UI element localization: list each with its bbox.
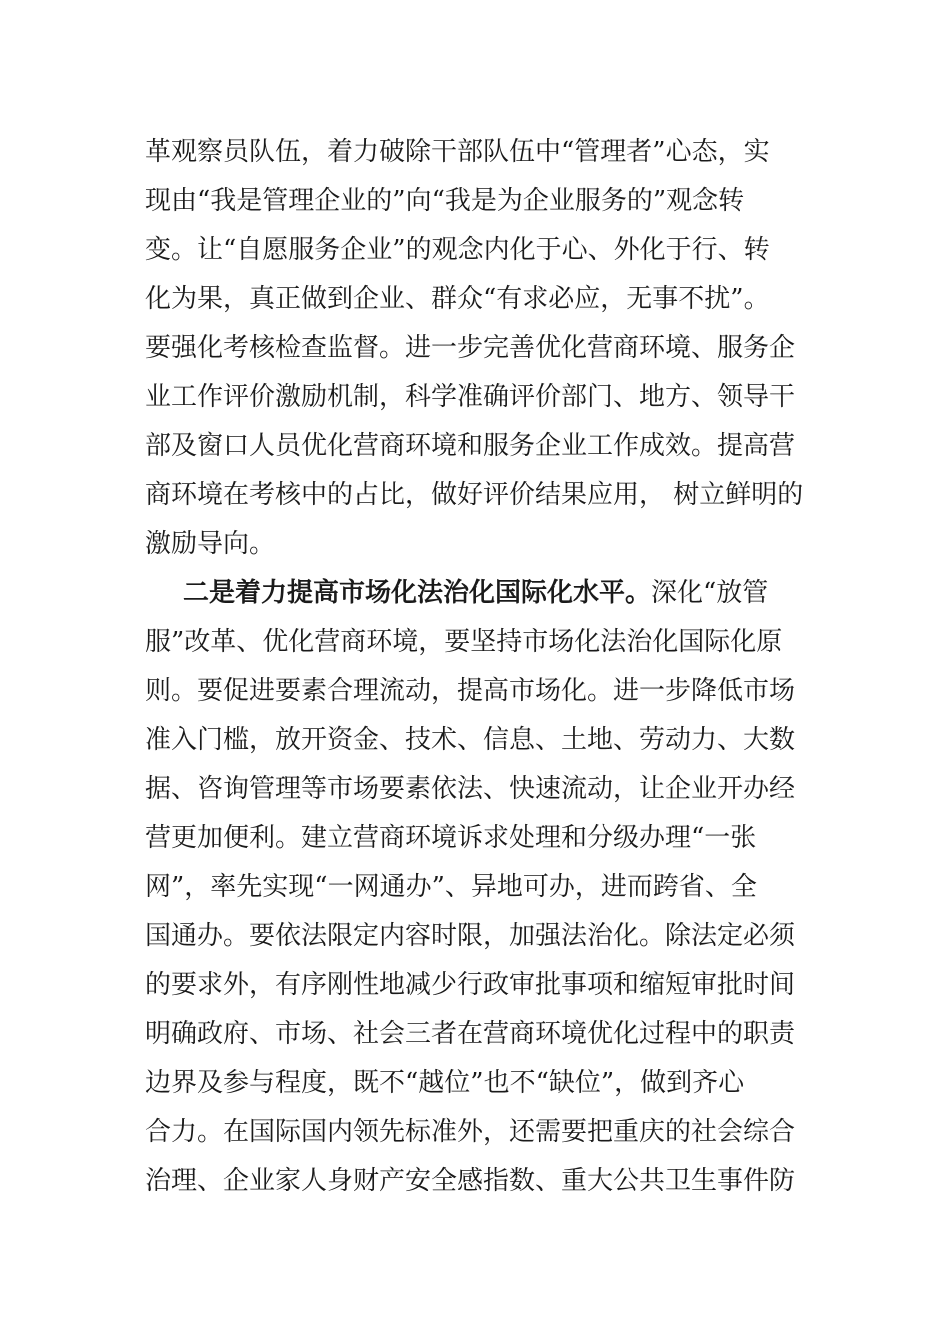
paragraph-line: 变。让“自愿服务企业”的观念内化于心、外化于行、转 xyxy=(145,235,770,265)
paragraph-line: 则。要促进要素合理流动，提高市场化。进一步降低市场 xyxy=(145,676,796,706)
paragraph-line: 化为果，真正做到企业、群众“有求必应，无事不扰”。 xyxy=(145,284,770,314)
paragraph-line: 合力。在国际国内领先标准外，还需要把重庆的社会综合 xyxy=(145,1117,796,1147)
paragraph-line: 据、咨询管理等市场要素依法、快速流动，让企业开办经 xyxy=(145,774,796,804)
paragraph-line: 的要求外，有序刚性地减少行政审批事项和缩短审批时间 xyxy=(145,970,796,1000)
paragraph-line: 网”，率先实现“一网通办”、异地可办，进而跨省、全 xyxy=(145,872,757,902)
paragraph-line: 现由“我是管理企业的”向“我是为企业服务的”观念转 xyxy=(145,186,745,216)
body-text xyxy=(145,128,815,1206)
paragraph-line: 边界及参与程度，既不“越位”也不“缺位”，做到齐心 xyxy=(145,1068,745,1098)
paragraph-line: 要强化考核检查监督。进一步完善优化营商环境、服务企 xyxy=(145,333,796,363)
paragraph-line: 治理、企业家人身财产安全感指数、重大公共卫生事件防 xyxy=(145,1166,796,1196)
paragraph-line: 革观察员队伍，着力破除干部队伍中“管理者”心态，实 xyxy=(145,137,770,167)
paragraph-line: 服”改革、优化营商环境，要坚持市场化法治化国际化原 xyxy=(145,627,783,657)
paragraph-line: 商环境在考核中的占比，做好评价结果应用， 树立鲜明的 xyxy=(145,480,804,510)
heading-continuation: 深化“放管 xyxy=(651,578,769,608)
paragraph-line: 营更加便利。建立营商环境诉求处理和分级办理“一张 xyxy=(145,823,757,853)
paragraph-line: 明确政府、市场、社会三者在营商环境优化过程中的职责 xyxy=(145,1019,796,1049)
section-heading: 二是着力提高市场化法治化国际化水平。 xyxy=(183,578,652,608)
paragraph-line: 准入门槛，放开资金、技术、信息、土地、劳动力、大数 xyxy=(145,725,796,755)
paragraph-line: 业工作评价激励机制，科学准确评价部门、地方、领导干 xyxy=(145,382,796,412)
paragraph-line: 国通办。要依法限定内容时限，加强法治化。除法定必须 xyxy=(145,921,796,951)
paragraph-line: 激励导向。 xyxy=(145,529,276,559)
paragraph-first-line xyxy=(145,569,815,618)
paragraph-line: 部及窗口人员优化营商环境和服务企业工作成效。提高营 xyxy=(145,431,796,461)
